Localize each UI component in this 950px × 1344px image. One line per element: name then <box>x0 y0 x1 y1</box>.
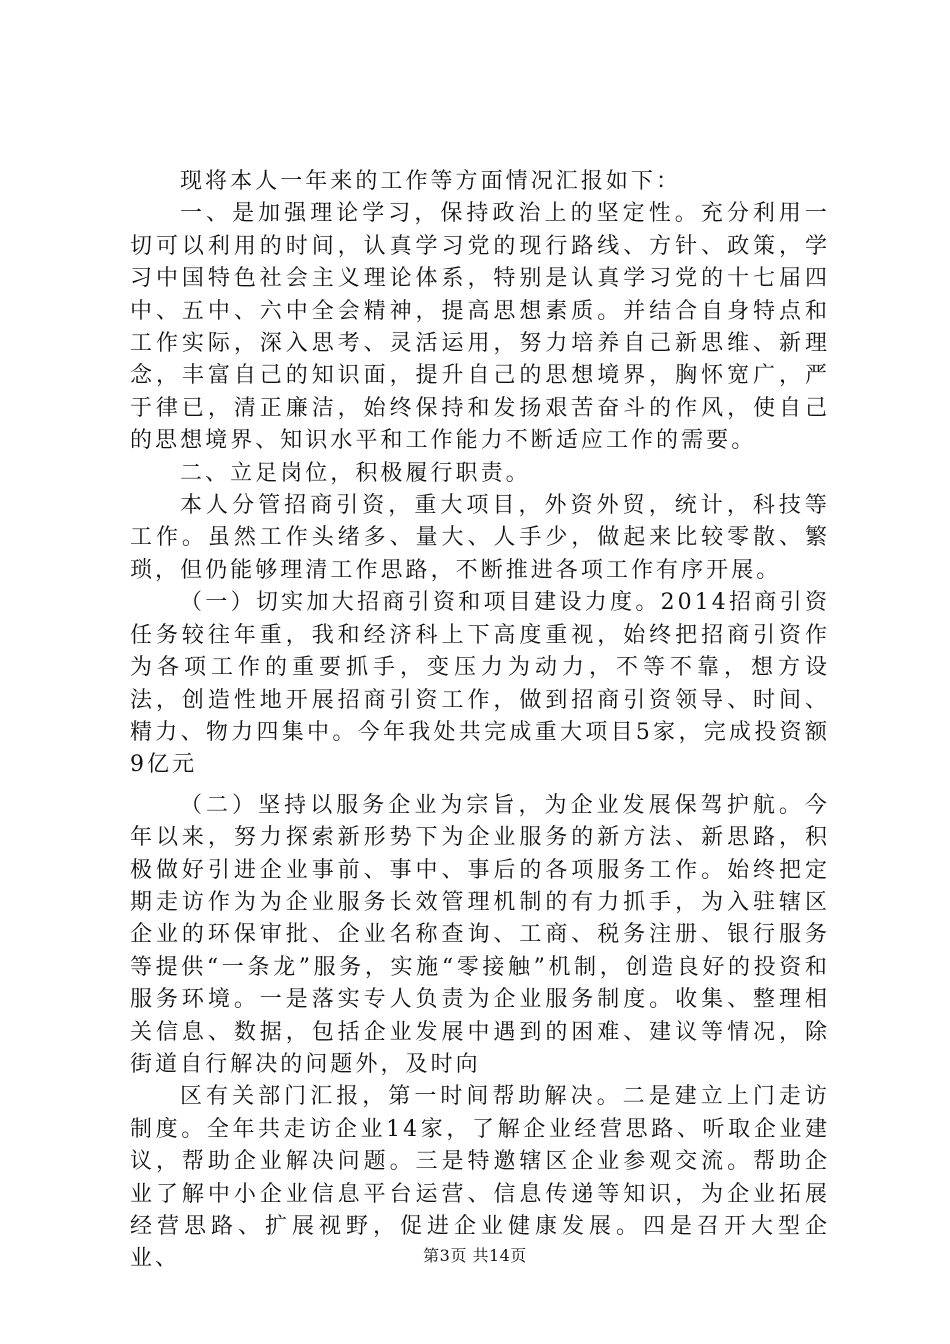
paragraph-enterprise-service: （二）坚持以服务企业为宗旨，为企业发展保驾护航。今年以来，努力探索新形势下为企业服务的新方法、新思路，积极做好引进企业事前、事中、事后的各项服务工作。始终把定期走访作为为企业服务长效管理机制的有力抓手，为入驻辖区企业的环保审批、企业名称查询、工商、税务注册、银行服务等提供“一条龙”服务，实施“零接触”机制，创造良好的投资和服务环境。一是落实专人负责为企业服务制度。收集、整理相关信息、数据，包括企业发展中遇到的困难、建议等情况，除街道自行解决的问题外，及时向 <box>130 792 830 1077</box>
paragraph-intro: 现将本人一年来的工作等方面情况汇报如下： <box>180 169 682 194</box>
paragraph-investment: （一）切实加大招商引资和项目建设力度。2014招商引资任务较往年重，我和经济科上下高度重视，始终把招商引资作为各项工作的重要抓手，变压力为动力，不等不靠，想方设法，创造性地开展招商引资工作，做到招商引资领导、时间、精力、物力四集中。今年我处共完成重大项目5家，完成投资额9亿元 <box>130 590 830 778</box>
paragraph-duties: 本人分管招商引资，重大项目，外资外贸，统计，科技等工作。虽然工作头绪多、量大、人手少，做起来比较零散、繁琐，但仍能够理清工作思路，不断推进各项工作有序开展。 <box>130 493 830 583</box>
paragraph-section-1: 一、是加强理论学习，保持政治上的坚定性。充分利用一切可以利用的时间，认真学习党的现行路线、方针、政策，学习中国特色社会主义理论体系，特别是认真学习党的十七届四中、五中、六中全会精神，提高思想素质。并结合自身特点和工作实际，深入思考、灵活运用，努力培养自己新思维、新理念，丰富自己的知识面，提升自己的思想境界，胸怀宽广，严于律已，清正廉洁，始终保持和发扬艰苦奋斗的作风，使自己的思想境界、知识水平和工作能力不断适应工作的需要。 <box>130 201 830 454</box>
document-body <box>130 166 830 1276</box>
paragraph-section-2-heading: 二、立足岗位，积极履行职责。 <box>180 460 531 486</box>
page-footer: 第3页 共14页 <box>423 1246 527 1265</box>
paragraph-continuation: 区有关部门汇报，第一时间帮助解决。二是建立上门走访制度。全年共走访企业14家，了解企业经营思路、听取企业建议，帮助企业解决问题。三是特邀辖区企业参观交流。帮助企业了解中小企业信息平台运营、信息传递等知识，为企业拓展经营思路、扩展视野，促进企业健康发展。四是召开大型企业、 <box>130 1084 830 1272</box>
